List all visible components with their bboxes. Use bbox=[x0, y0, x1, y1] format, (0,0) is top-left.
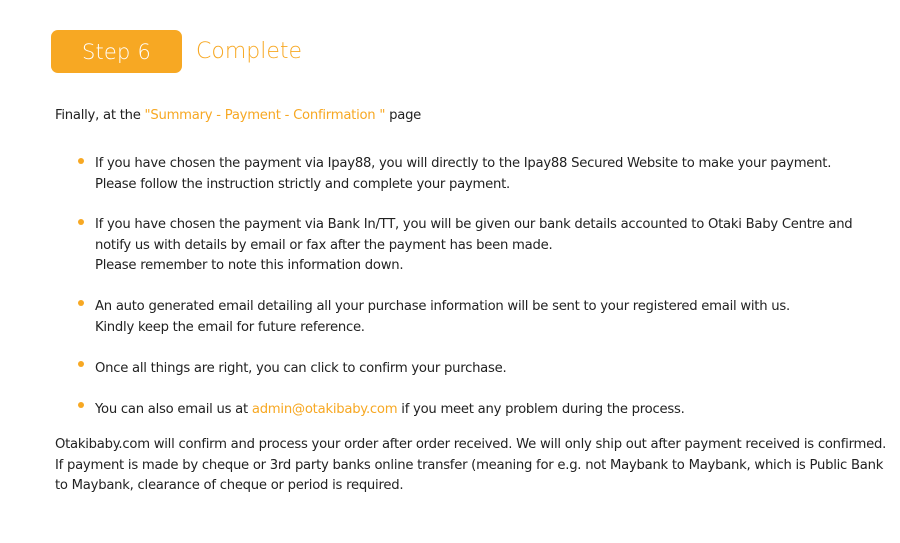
list-item-line bbox=[95, 400, 852, 421]
list-item-line: Please remember to note this information down. bbox=[95, 258, 404, 273]
list-item-spacer bbox=[95, 277, 852, 298]
list-item-line: notify us with details by email or fax after the payment has been made. bbox=[95, 237, 553, 253]
list-item bbox=[78, 338, 852, 379]
list-item-line: An auto generated email detailing all your purchase information will be sent to your registered email with us. bbox=[95, 299, 790, 314]
list-gap bbox=[78, 195, 852, 215]
step-title: Complete bbox=[196, 39, 303, 64]
bullet-icon bbox=[78, 219, 84, 225]
step-label: Step 6 bbox=[81, 39, 152, 64]
closing-line: to Maybank, clearance of cheque or period is required. bbox=[55, 478, 404, 493]
bullet-icon bbox=[78, 361, 84, 367]
closing-line: If payment is made by cheque or 3rd party banks online transfer (meaning for e.g. not Maybank to Maybank, which is Public Bank bbox=[55, 457, 884, 473]
list-item-line: Please follow the instruction strictly and complete your payment. bbox=[95, 176, 510, 192]
email-prefix: You can also email us at bbox=[95, 401, 252, 417]
step-badge bbox=[51, 30, 182, 73]
bullet-icon bbox=[78, 402, 84, 408]
list-item-line: Kindly keep the email for future reference. bbox=[95, 319, 365, 335]
closing-paragraph bbox=[55, 435, 885, 497]
intro-text bbox=[55, 106, 421, 126]
intro-highlight: "Summary - Payment - Confirmation " bbox=[144, 108, 386, 123]
list-item-spacer bbox=[95, 338, 852, 359]
intro-suffix: page bbox=[385, 108, 422, 123]
list-item-spacer bbox=[95, 379, 852, 400]
instruction-list bbox=[78, 154, 852, 420]
list-item-line: If you have chosen the payment via Bank In/TT, you will be given our bank details accounted to Otaki Baby Centre and bbox=[95, 217, 853, 232]
email-suffix: if you meet any problem during the process. bbox=[397, 401, 685, 417]
email-link[interactable]: admin@otakibaby.com bbox=[251, 401, 398, 417]
bullet-icon bbox=[78, 158, 84, 164]
list-item-line: Once all things are right, you can click to confirm your purchase. bbox=[95, 360, 507, 376]
closing-line: Otakibaby.com will confirm and process your order after order received. We will only ship out after payment received is confirmed. bbox=[55, 437, 887, 452]
intro-prefix: Finally, at the bbox=[55, 108, 145, 123]
list-item bbox=[78, 379, 852, 420]
list-item bbox=[78, 215, 852, 277]
list-item bbox=[78, 277, 852, 339]
bullet-icon bbox=[78, 300, 84, 306]
list-item bbox=[78, 154, 852, 195]
list-item-line: If you have chosen the payment via Ipay88, you will directly to the Ipay88 Secured Website to make your payment. bbox=[95, 156, 832, 171]
